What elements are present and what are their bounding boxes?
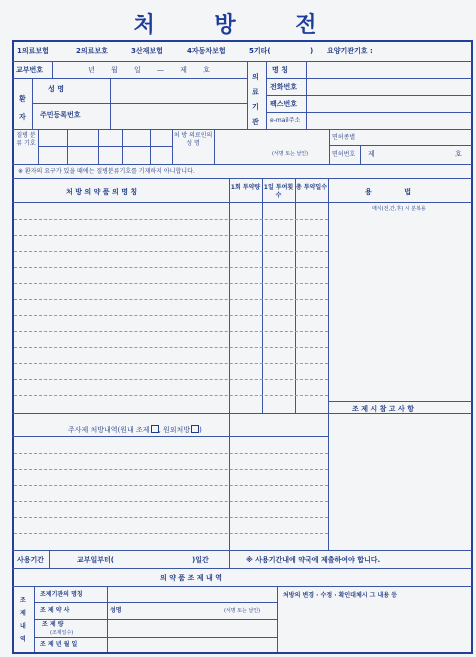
- usage-note: 매식(전,간,후) 시 분복용: [372, 206, 426, 212]
- outside-rx-checkbox[interactable]: [191, 425, 199, 433]
- quantity-sub-label: (조제일수): [50, 630, 74, 636]
- institution-name-label: 명 칭: [272, 66, 288, 74]
- institution-phone-label: 전화번호: [270, 83, 298, 91]
- period-from[interactable]: 교부일부터(: [77, 556, 115, 564]
- rx-col-days: 총 투약일수: [295, 184, 328, 191]
- patient-section-label: 환 자: [19, 95, 26, 121]
- institution-email-label: e-mail주소: [270, 117, 301, 124]
- license-type-label: 면허종별: [332, 134, 356, 141]
- rx-col-dose: 1회 투약량: [230, 184, 261, 191]
- rx-col-usage: 용 법: [365, 188, 411, 196]
- insurance-option-1[interactable]: 1의료보험: [17, 47, 49, 55]
- doctor-sign-hint: (서명 또는 날인): [272, 151, 309, 157]
- frame-top: [12, 40, 472, 42]
- booklet-date-row[interactable]: 년 월 일 — 제 호: [88, 66, 210, 74]
- institution-code-label: 요양기관기호 :: [327, 47, 373, 55]
- period-to: )일간: [192, 556, 209, 564]
- insurance-option-5[interactable]: 5기타(: [249, 47, 271, 55]
- pharmacy-name-label: 조제기관의 명칭: [40, 591, 83, 598]
- patient-name-label: 성 명: [48, 85, 64, 93]
- doctor-name-label: 처 방 의료인의 성 명: [173, 132, 213, 147]
- rx-col-times: 1일 투여횟수: [263, 184, 294, 199]
- disease-code-notice: ※ 환자의 요구가 있을 때에는 질병분류기호를 기재하지 아니합니다.: [18, 168, 195, 175]
- booklet-no-label: 교부번호: [16, 66, 44, 74]
- insurance-option-2[interactable]: 2의료보호: [76, 47, 108, 55]
- disease-code-label: 질병 분류 기호: [16, 132, 36, 147]
- pharmacist-name-label: 성명: [110, 607, 122, 614]
- license-no-label: 면허번호: [332, 151, 356, 158]
- period-label: 사용기간: [17, 556, 45, 564]
- insurance-option-3[interactable]: 3산재보험: [131, 47, 163, 55]
- institution-fax-label: 팩스번호: [270, 100, 298, 108]
- dispensing-notes-header: 조 제 시 참 고 사 항: [352, 405, 414, 413]
- dispense-section-label: 조 제 내 역: [20, 597, 26, 643]
- institution-section-label: 의 료 기 관: [252, 73, 259, 126]
- form-title: 처 방 전: [133, 13, 343, 38]
- changes-label: 처방의 변경 · 수정 · 확인대체시 그 내용 등: [283, 592, 398, 599]
- insurance-close-paren: ): [310, 47, 314, 55]
- in-house-checkbox[interactable]: [151, 425, 159, 433]
- patient-rrn-label: 주민등록번호: [40, 111, 81, 119]
- frame-bottom: [12, 652, 473, 654]
- pharmacist-label: 조 제 약 사: [40, 607, 70, 614]
- license-no-format[interactable]: 제 호: [368, 150, 462, 158]
- pharmacist-sign-hint: (서명 또는 날인): [224, 608, 261, 614]
- dispense-header: 의 약 품 조 제 내 역: [160, 574, 222, 582]
- period-warning: ※ 사용기간내에 약국에 제출하여야 합니다.: [246, 556, 381, 564]
- quantity-label: 조 제 량: [42, 621, 64, 628]
- frame-right: [471, 40, 473, 653]
- insurance-option-4[interactable]: 4자동차보험: [187, 47, 226, 55]
- rx-col-name: 처 방 의 약 품 의 명 칭: [66, 188, 138, 196]
- dispense-date-label: 조 제 년 월 일: [40, 641, 78, 648]
- injection-label: 주사제 처방내역(원내 조제 , 원외처방 ): [68, 426, 202, 434]
